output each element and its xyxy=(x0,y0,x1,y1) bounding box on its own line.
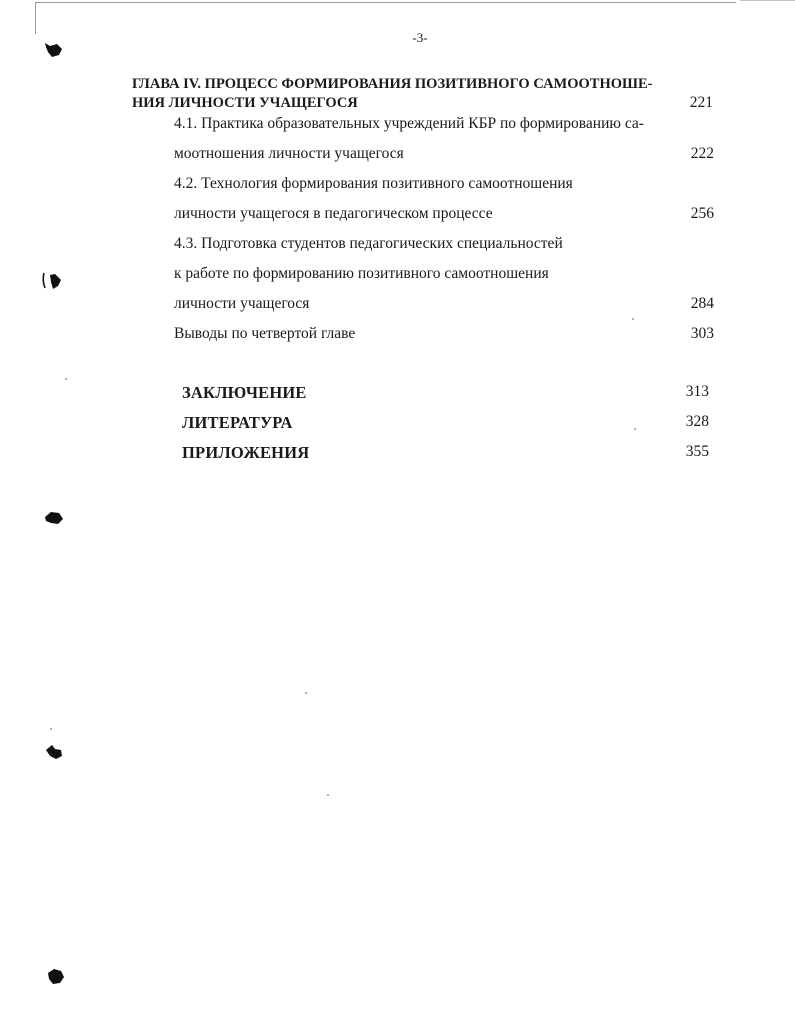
punch-mark-icon xyxy=(42,40,66,60)
scan-speck xyxy=(50,728,52,730)
scan-speck xyxy=(634,428,636,430)
toc-section-appendices-page: 355 xyxy=(685,443,709,460)
chapter-title-line1: ГЛАВА IV. ПРОЦЕСС ФОРМИРОВАНИЯ ПОЗИТИВНОГО САМООТНОШЕ- xyxy=(132,76,653,92)
scan-edge-top xyxy=(36,2,736,3)
toc-entry-4-3-line3: личности учащегося xyxy=(174,295,310,312)
page-number: -3- xyxy=(412,30,428,45)
chapter-page: 221 xyxy=(689,94,713,111)
chapter-title-line2: НИЯ ЛИЧНОСТИ УЧАЩЕГОСЯ xyxy=(132,95,358,111)
toc-entry-4-3-line2: к работе по формированию позитивного самоотношения xyxy=(174,265,549,282)
scan-speck xyxy=(65,378,67,380)
scan-edge-right xyxy=(740,0,795,1)
punch-mark-icon xyxy=(44,966,68,988)
toc-entry-4-1-line1: 4.1. Практика образовательных учреждений КБР по формированию са- xyxy=(174,115,644,132)
toc-section-conclusion-page: 313 xyxy=(685,383,709,400)
toc-entry-4-2-line1: 4.2. Технология формирования позитивного самоотношения xyxy=(174,175,573,192)
toc-entry-4-3-page: 284 xyxy=(690,295,714,312)
punch-mark-icon xyxy=(40,270,66,292)
punch-mark-icon xyxy=(42,742,66,762)
toc-entry-conclusions-page: 303 xyxy=(690,325,714,342)
toc-entry-conclusions: Выводы по четвертой главе xyxy=(174,325,356,342)
scan-speck xyxy=(327,794,329,796)
toc-entry-4-1-page: 222 xyxy=(690,145,714,162)
toc-entry-4-3-line1: 4.3. Подготовка студентов педагогических специальностей xyxy=(174,235,563,252)
toc-entry-4-2-line2: личности учащегося в педагогическом процессе xyxy=(174,205,493,222)
toc-section-appendices: ПРИЛОЖЕНИЯ xyxy=(182,443,310,462)
toc-section-literature-page: 328 xyxy=(685,413,709,430)
punch-mark-icon xyxy=(42,508,66,528)
toc-entry-4-2-page: 256 xyxy=(690,205,714,222)
toc-section-conclusion: ЗАКЛЮЧЕНИЕ xyxy=(182,383,307,402)
scan-speck xyxy=(305,692,307,694)
scan-speck xyxy=(632,318,634,320)
toc-entry-4-1-line2: моотношения личности учащегося xyxy=(174,145,404,162)
toc-section-literature: ЛИТЕРАТУРА xyxy=(182,413,293,432)
